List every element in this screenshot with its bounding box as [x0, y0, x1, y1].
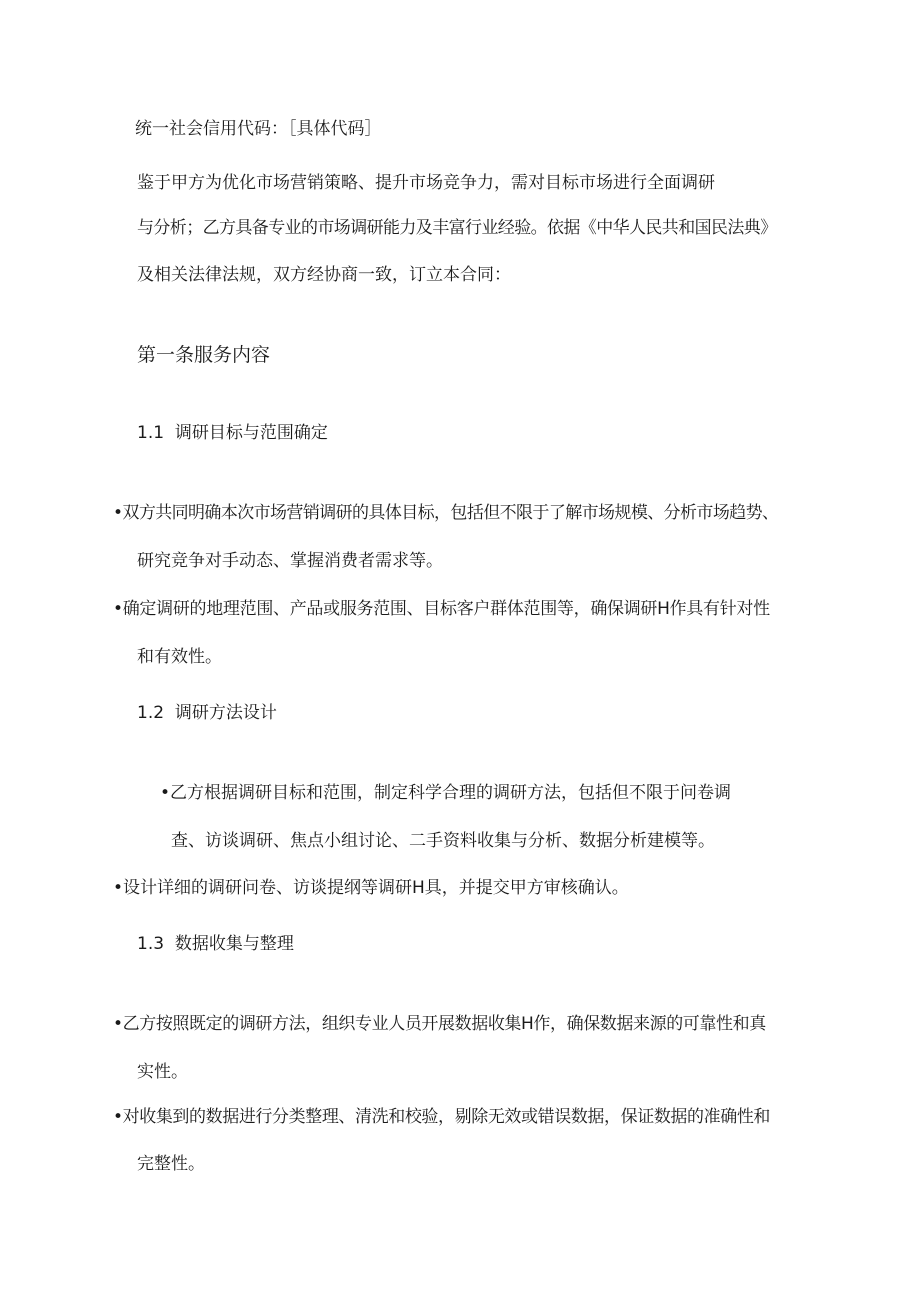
bullet-1-3-a-line-1: •乙方按照既定的调研方法，组织专业人员开展数据收集H作，确保数据来源的可靠性和真	[113, 1014, 766, 1034]
preamble-line-1: 鉴于甲方为优化市场营销策略、提升市场竞争力，需对目标市场进行全面调研	[137, 173, 715, 193]
bullet-1-1-b-line-1: •确定调研的地理范围、产品或服务范围、目标客户群体范围等，确保调研H作具有针对性	[113, 599, 770, 619]
bullet-1-1-a-line-2: 研究竞争对手动态、掌握消费者需求等。	[137, 551, 443, 571]
bullet-1-2-a-line-2: 查、访谈调研、焦点小组讨论、二手资料收集与分析、数据分析建模等。	[171, 831, 715, 851]
bullet-1-1-a-line-1: •双方共同明确本次市场营销调研的具体目标，包括但不限于了解市场规模、分析市场趋势、	[113, 503, 779, 523]
preamble-line-2: 与分析；乙方具备专业的市场调研能力及丰富行业经验。依据《中华人民共和国民法典》	[137, 218, 777, 238]
credit-code-line: 统一社会信用代码：［具体代码］	[135, 119, 382, 139]
section-heading-1-1: 1.1 调研目标与范围确定	[137, 423, 328, 443]
bullet-1-3-b-line-2: 完整性。	[137, 1154, 205, 1174]
bullet-1-3-a-line-2: 实性。	[137, 1062, 188, 1082]
bullet-1-2-b-line-1: •设计详细的调研问卷、访谈提纲等调研H具，并提交甲方审核确认。	[113, 878, 629, 898]
bullet-1-1-b-line-2: 和有效性。	[137, 647, 222, 667]
section-heading-1-2: 1.2 调研方法设计	[137, 703, 277, 723]
bullet-1-2-a-line-1: •乙方根据调研目标和范围，制定科学合理的调研方法，包括但不限于问卷调	[160, 783, 732, 803]
bullet-1-3-b-line-1: •对收集到的数据进行分类整理、清洗和校验，剔除无效或错误数据，保证数据的准确性和	[113, 1107, 771, 1127]
article-title: 第一条服务内容	[137, 344, 271, 366]
section-heading-1-3: 1.3 数据收集与整理	[137, 934, 294, 954]
preamble-line-3: 及相关法律法规，双方经协商一致，订立本合同：	[137, 265, 511, 285]
